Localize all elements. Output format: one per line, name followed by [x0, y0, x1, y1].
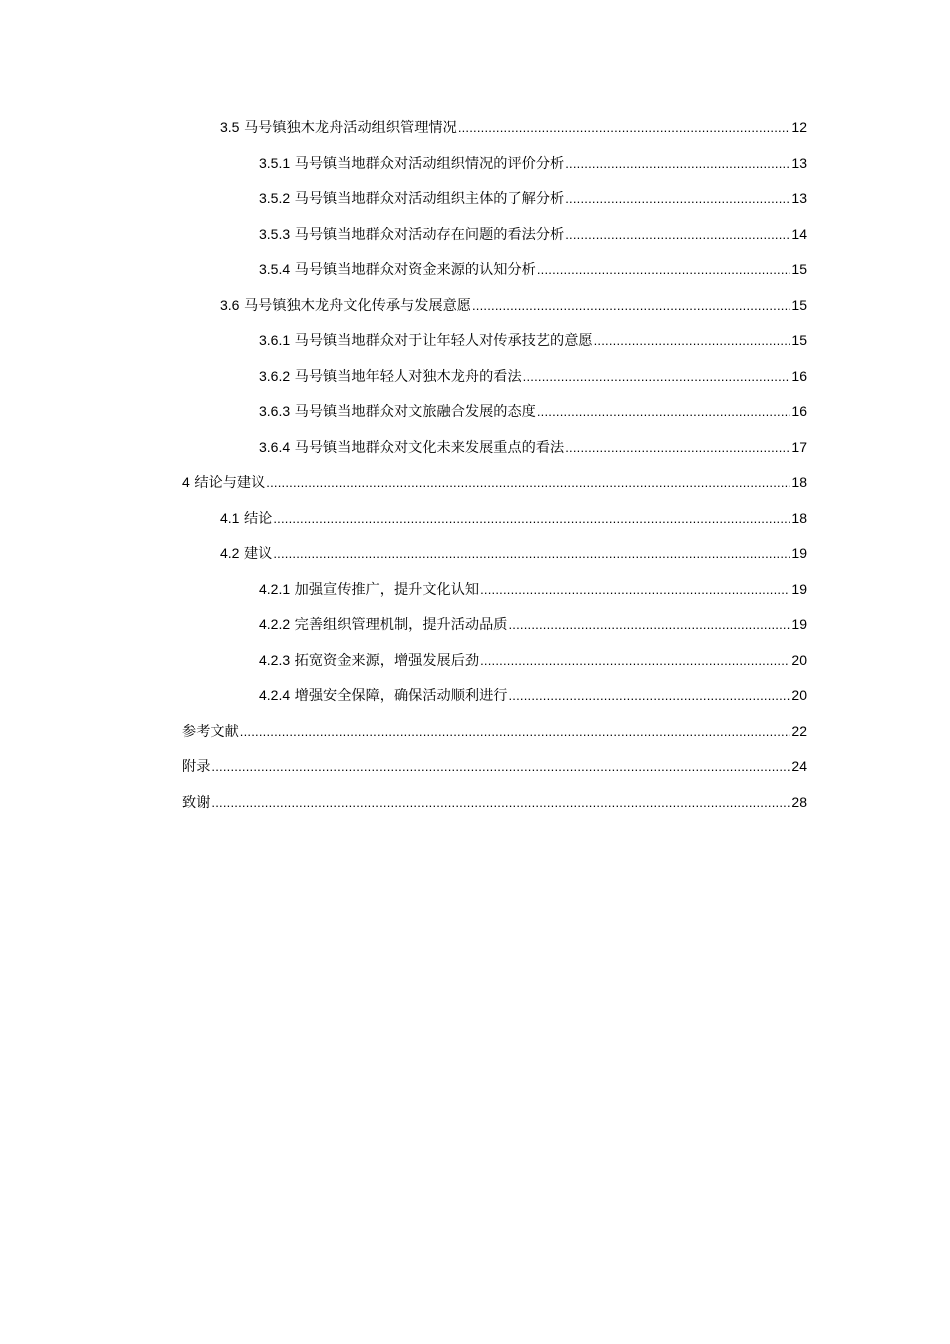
toc-dot-leader	[211, 749, 790, 785]
toc-dot-leader	[211, 785, 790, 821]
toc-entry-3-5[interactable]	[182, 110, 807, 146]
toc-dot-leader	[565, 181, 790, 217]
toc-entry-text: 结论与建议	[194, 475, 266, 491]
toc-entry-title	[259, 572, 479, 609]
toc-entry-number: 4.2.2	[259, 616, 291, 632]
toc-entry-number: 3.6.4	[259, 438, 291, 455]
toc-entry-4-2-4[interactable]	[182, 678, 807, 714]
toc-entry-title	[259, 181, 564, 218]
toc-entry-text: 建议	[243, 546, 273, 562]
toc-page-number: 19	[791, 580, 807, 597]
toc-entry-title	[182, 465, 265, 502]
toc-entry-text: 马号镇当地群众对活动组织情况的评价分析	[294, 155, 565, 172]
toc-entry-3-5-2[interactable]	[182, 181, 807, 217]
toc-dot-leader	[266, 465, 790, 501]
toc-dot-leader	[273, 501, 790, 537]
toc-entry-3-5-4[interactable]	[182, 252, 807, 288]
toc-page-number: 15	[791, 261, 807, 277]
toc-entry-3-5-1[interactable]	[182, 146, 807, 182]
toc-entry-text: 增强安全保障，确保活动顺利进行	[294, 688, 508, 704]
toc-entry-number: 3.5.2	[259, 190, 291, 206]
toc-dot-leader	[458, 110, 791, 146]
toc-entry-number: 3.6	[220, 296, 240, 313]
toc-dot-leader	[523, 359, 791, 395]
table-of-contents	[182, 110, 807, 820]
toc-entry-text: 马号镇当地群众对活动组织主体的了解分析	[294, 191, 565, 207]
toc-dot-leader	[472, 288, 790, 324]
toc-entry-title	[259, 607, 507, 644]
toc-entry-4-2-2[interactable]	[182, 607, 807, 643]
toc-page-number: 14	[791, 225, 807, 242]
toc-entry-number: 3.6.3	[259, 403, 291, 419]
toc-entry-text: 马号镇独木龙舟文化传承与发展意愿	[243, 297, 471, 314]
toc-page-number: 17	[791, 438, 807, 455]
toc-page-number: 19	[791, 616, 807, 632]
toc-dot-leader	[480, 572, 790, 608]
toc-dot-leader	[273, 536, 790, 572]
toc-entry-title	[259, 394, 536, 431]
toc-page-number: 20	[791, 687, 807, 703]
toc-page-number: 28	[791, 793, 807, 810]
toc-entry-3-6[interactable]	[182, 288, 807, 324]
toc-entry-4-1[interactable]	[182, 501, 807, 537]
toc-page-number: 20	[791, 651, 807, 668]
toc-page-number: 18	[791, 509, 807, 526]
toc-dot-leader	[565, 146, 790, 182]
toc-entry-3-6-3[interactable]	[182, 394, 807, 430]
toc-entry-3-6-2[interactable]	[182, 359, 807, 395]
toc-entry-references[interactable]	[182, 714, 807, 750]
toc-entry-title: 参考文献	[182, 723, 239, 740]
toc-entry-acknowledgements[interactable]	[182, 785, 807, 821]
toc-entry-4-2-3[interactable]	[182, 643, 807, 679]
toc-entry-title: 致谢	[182, 794, 211, 811]
toc-page-number: 18	[791, 474, 807, 490]
toc-page-number: 22	[791, 722, 807, 739]
toc-dot-leader	[508, 678, 790, 714]
toc-dot-leader	[537, 394, 791, 430]
toc-entry-number: 4.2.1	[259, 580, 291, 597]
toc-entry-number: 3.5.4	[259, 261, 291, 277]
toc-dot-leader	[480, 643, 790, 679]
toc-dot-leader	[594, 323, 791, 359]
toc-entry-title: 附录	[182, 759, 211, 775]
toc-entry-number: 3.6.2	[259, 367, 291, 384]
toc-entry-3-5-3[interactable]	[182, 217, 807, 253]
toc-entry-title	[259, 146, 564, 183]
toc-entry-number: 3.6.1	[259, 332, 291, 348]
toc-entry-title	[220, 536, 272, 573]
toc-page-number: 19	[791, 545, 807, 561]
toc-dot-leader	[508, 607, 790, 643]
toc-entry-title	[259, 323, 593, 360]
toc-entry-number: 3.5	[220, 119, 240, 135]
toc-dot-leader	[537, 252, 791, 288]
toc-entry-3-6-4[interactable]	[182, 430, 807, 466]
toc-entry-title	[259, 643, 479, 680]
toc-page-number: 16	[791, 367, 807, 384]
toc-entry-text: 结论	[243, 510, 273, 527]
toc-entry-appendix[interactable]	[182, 749, 807, 785]
toc-entry-title	[220, 110, 457, 147]
toc-entry-4-2-1[interactable]	[182, 572, 807, 608]
toc-entry-text: 马号镇当地群众对资金来源的认知分析	[294, 262, 536, 278]
toc-dot-leader	[565, 217, 790, 253]
toc-entry-4-2[interactable]	[182, 536, 807, 572]
toc-entry-text: 拓宽资金来源，增强发展后劲	[294, 652, 480, 669]
toc-page-number: 15	[791, 296, 807, 313]
toc-entry-text: 马号镇当地群众对文化未来发展重点的看法	[294, 439, 565, 456]
toc-entry-text: 马号镇当地年轻人对独木龙舟的看法	[294, 368, 522, 385]
toc-entry-title	[259, 252, 536, 289]
toc-entry-number: 4	[182, 474, 190, 490]
toc-entry-4[interactable]	[182, 465, 807, 501]
toc-entry-title	[259, 678, 507, 715]
toc-entry-text: 马号镇独木龙舟活动组织管理情况	[243, 120, 457, 136]
toc-entry-text: 马号镇当地群众对于让年轻人对传承技艺的意愿	[294, 333, 593, 349]
toc-entry-number: 4.2	[220, 545, 240, 561]
toc-entry-3-6-1[interactable]	[182, 323, 807, 359]
toc-entry-title	[259, 430, 564, 467]
toc-dot-leader	[240, 714, 791, 750]
toc-entry-text: 完善组织管理机制，提升活动品质	[294, 617, 508, 633]
toc-entry-number: 4.2.4	[259, 687, 291, 703]
toc-entry-text: 马号镇当地群众对活动存在问题的看法分析	[294, 226, 565, 243]
toc-dot-leader	[565, 430, 790, 466]
toc-page-number: 15	[791, 332, 807, 348]
toc-entry-title	[220, 501, 272, 538]
toc-page-number: 24	[791, 758, 807, 774]
toc-page-number: 13	[791, 154, 807, 171]
toc-entry-number: 4.2.3	[259, 651, 291, 668]
toc-entry-text: 马号镇当地群众对文旅融合发展的态度	[294, 404, 536, 420]
toc-entry-title	[220, 288, 471, 325]
toc-page-number: 13	[791, 190, 807, 206]
toc-entry-number: 4.1	[220, 509, 240, 526]
toc-entry-title	[259, 359, 522, 396]
toc-entry-title	[259, 217, 564, 254]
toc-entry-text: 加强宣传推广，提升文化认知	[294, 581, 480, 598]
toc-entry-number: 3.5.3	[259, 225, 291, 242]
toc-page-number: 16	[791, 403, 807, 419]
toc-page-number: 12	[791, 119, 807, 135]
toc-entry-number: 3.5.1	[259, 154, 291, 171]
